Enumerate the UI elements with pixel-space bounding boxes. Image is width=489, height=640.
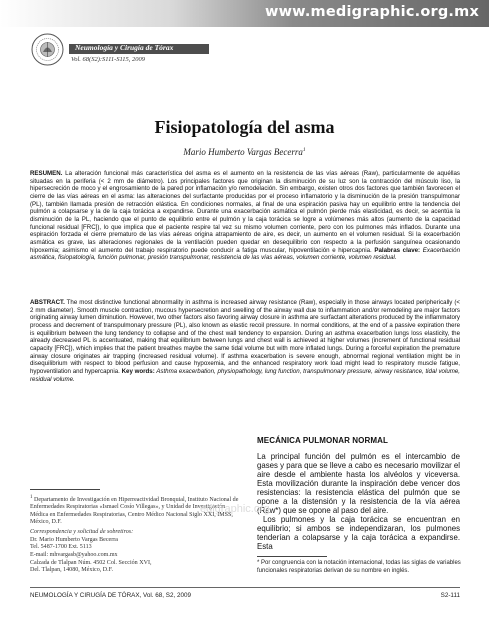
footnote-rule [257, 556, 327, 557]
correspondence-email[interactable]: E-mail: mhvargasb@yahoo.com.mx [30, 551, 118, 558]
abstract-text: The most distinctive functional abnormality in asthma is increased airway resistance (Raw), especially in those airways located peripherically (< 2 mm diameter). Smooth muscle contraction, mucous hypersecretion and swelling of the airway wall due to inflammation and/or remodeling are major factors originating airway lumen diminution. However, two other factors also favoring airway closure in asthma are surfactant alterations produced by the inflammatory process and decrement of transpulmonary pressure (PL), also known as elastic recoil pressure. In normal conditions, at the end of a passive expiration there is equilibrium between the lung tendency to collapse and of the chest wall tendency to expansion. During an asthma exacerbation lungs loss elasticity, the already decreased PL is accentuated, making that equilibrium between lungs and chest wall is achieved at higher volumes (increment of functional residual capacity [FRC]), which implies that the patient breathes maybe the same tidal volume but with more inflated lungs. During a forceful expiration the premature airway closure originates air trapping (increased residual volume). If asthma exacerbation is severe enough, abnormal regional ventilation might be in disequilibrium with respect to blood perfusion and cause hypoxemia, and the enhanced respiratory work load might lead to respiratory muscle fatigue, hypoventilation and hypercapnia. [30, 299, 460, 375]
journal-volume: Vol. 68(S2):S111-S115, 2009 [71, 56, 146, 63]
author-name: Mario Humberto Vargas Becerra [183, 147, 303, 157]
correspondence [30, 529, 240, 575]
resumen-keywords-text: Exacerbación asmática, fisiopatología, función pulmonar, presión transpulmonar, resistencia de las vías aéreas, volumen corriente, volumen residual. [30, 246, 460, 262]
resumen-text: La alteración funcional más característica del asma es el aumento en la resistencia de las vías aéreas (Raw), particularmente de aquéllas situadas en la periferia (< 2 mm de diámetro). Los principales factores que originan la disminución de su luz son la contracción del músculo liso, la hipersecreción de moco y el engrosamiento de la pared por inflamación y/o remodelación. Sin embargo, existen otros dos factores que también favorecen el cierre de las vías aéreas en el asma: las alteraciones del surfactante producidas por el proceso inflamatorio y la disminución de la presión transpulmonar (PL), también llamada presión de retracción elástica. En condiciones normales, al final de una espiración pasiva hay un equilibrio entre la tendencia del pulmón a colapsarse y la de la caja torácica a expandirse. Durante una exacerbación asmática el pulmón pierde más elasticidad, es decir, se acentúa la disminución de la PL, haciendo que el punto de equilibrio entre el pulmón y la caja torácica se logre a volúmenes más altos (aumento de la capacidad funcional residual [FRC]), lo que implica que el paciente respire tal vez su mismo volumen corriente, pero con los pulmones más inflados. Durante una espiración forzada el cierre prematuro de las vías aéreas origina atrapamiento de aire, es decir, un aumento en el volumen residual. Si la exacerbación asmática es grave, las alteraciones regionales de la ventilación pueden quedar en desequilibrio con respecto a la perfusión sanguínea ocasionando hipoxemia; asimismo el aumento del trabajo respiratorio puede conducir a fatiga muscular, hipoventilación e hipercapnia. [30, 170, 460, 254]
site-header-bar [0, 0, 489, 27]
site-url[interactable]: www.medigraphic.org.mx [264, 4, 479, 20]
abstract-keywords-text: Asthma exacerbation, physiopathology, lung function, transpulmonary pressure, airway resistance, tidal volume, residual volume. [30, 367, 460, 383]
body-paragraph-2: Los pulmones y la caja torácica se encuentran en equilibrio; si ambos se independizaran, los pulmones tenderían a colapsarse y la caja torácica a expandirse. Esta [257, 515, 460, 552]
affiliation-mark: 1 [30, 495, 33, 500]
correspondence-line: Tel. 5487-1700 Ext. 5113 [30, 544, 92, 551]
body-column [257, 452, 460, 552]
correspondence-label: Correspondencia y solicitud de sobretiros: [30, 529, 134, 535]
section-heading: MECÁNICA PULMONAR NORMAL [257, 436, 388, 445]
correspondence-line: Del. Tlalpan, 14080, México, D.F. [30, 567, 114, 574]
author-affiliation-mark: 1 [302, 147, 306, 153]
article-title: Fisiopatología del asma [154, 117, 335, 137]
journal-name: Neumología y Cirugía de Tórax [75, 43, 174, 52]
correspondence-line: Calzada de Tlalpan Núm. 4502 Col. Sección XVI, [30, 559, 152, 566]
affiliation-rule [30, 489, 100, 490]
abstract-block [30, 299, 460, 383]
footer-rule [30, 587, 460, 588]
footnote: * Por congruencia con la notación internacional, todas las siglas de variables funcionales respiratorias derivan de su nombre en inglés. [257, 560, 461, 574]
footer-journal: NEUMOLOGÍA Y CIRUGÍA DE TÓRAX, Vol. 68, S2, 2009 [30, 592, 191, 599]
abstract-label: ABSTRACT. [30, 299, 65, 306]
resumen-block [30, 170, 460, 262]
article-author [0, 147, 489, 157]
affiliation-text: Departamento de Investigación en Hiperreactividad Bronquial, Instituto Nacional de Enfermedades Respiratorias «Ismael Cosío Villegas», y Unidad de Investigación Médica en Enfermedades Respiratorias, Centro Médico Nacional Siglo XXI, IMSS, México, D.F. [30, 497, 239, 526]
body-paragraph-1: La principal función del pulmón es el intercambio de gases y para que se lleve a cabo es necesario movilizar el aire desde el ambiente hasta los alvéolos y viceversa. Esta movilización durante la inspiración debe vencer dos resistencias: la resistencia elástica del pulmón que se opone a la distensión y la resistencia de la vía aérea (Raw*) que se opone al paso del aire. [257, 452, 460, 516]
resumen-keywords-label: Palabras clave: [374, 246, 421, 254]
correspondence-line: Dr. Mario Humberto Vargas Becerra [30, 536, 118, 543]
society-seal-icon [31, 33, 64, 66]
watermark: edigraphic.org [200, 503, 270, 515]
resumen-label: RESUMEN. [30, 170, 63, 177]
footer-page-number: S2-111 [440, 592, 460, 599]
abstract-keywords-label: Key words: [121, 367, 155, 375]
